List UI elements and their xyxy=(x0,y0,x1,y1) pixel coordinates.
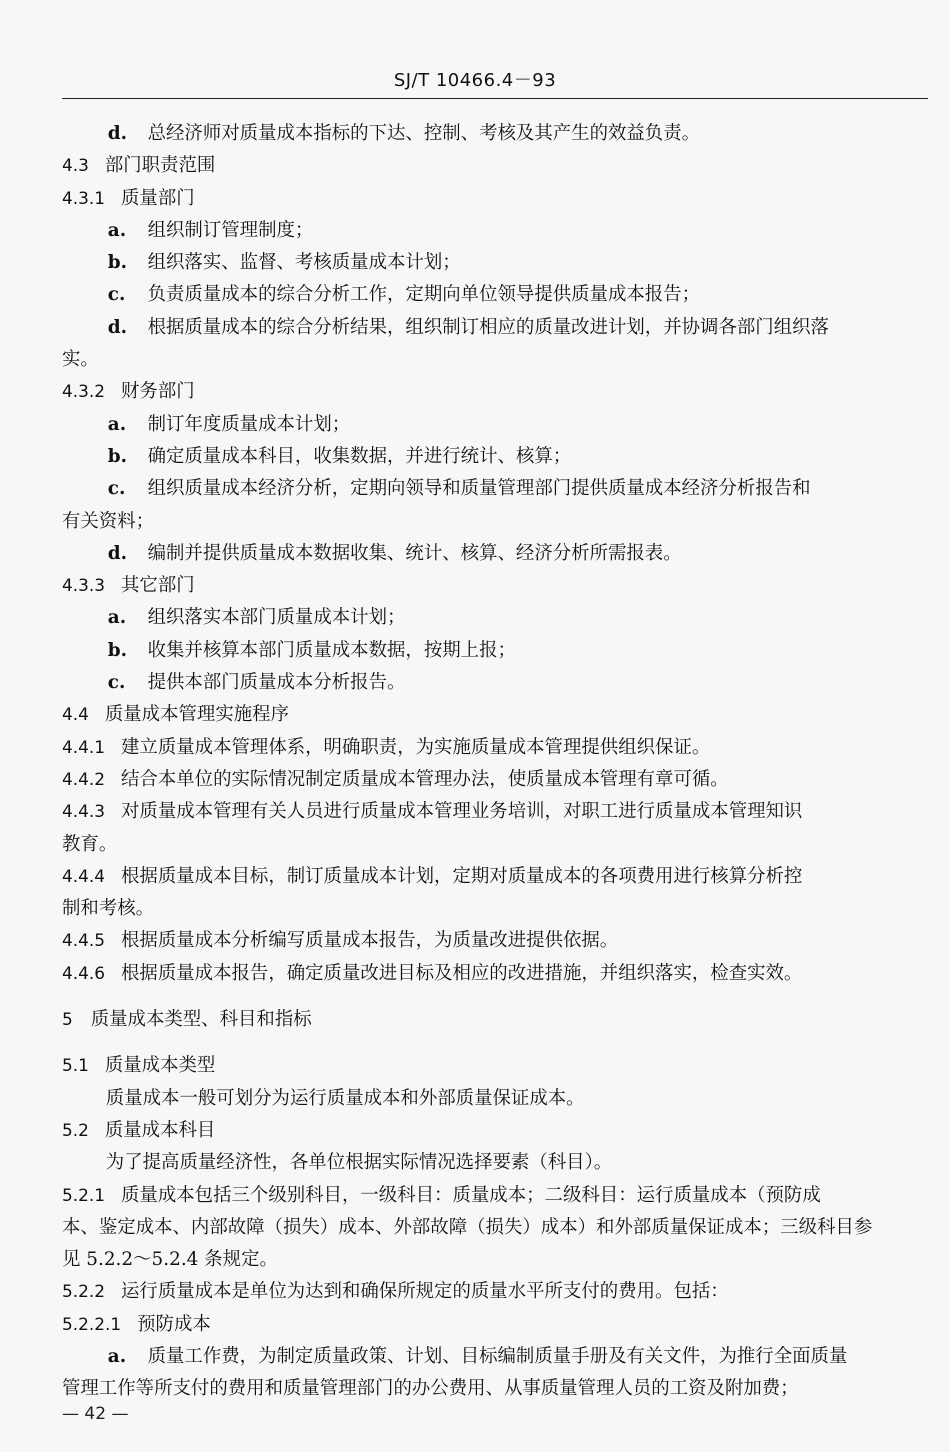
line-text: 质量成本类型、科目和指标 xyxy=(90,1009,312,1031)
list-item-label: a. xyxy=(107,219,127,241)
list-item xyxy=(62,602,928,634)
section-number: 5 xyxy=(62,1010,73,1031)
clause-heading xyxy=(62,861,928,893)
line-text: 质量部门 xyxy=(120,187,195,209)
list-item xyxy=(62,538,928,570)
list-item-label: d. xyxy=(107,542,128,564)
paragraph-gap xyxy=(62,1036,932,1050)
line-text: 教育。 xyxy=(62,833,118,855)
header-rule xyxy=(62,98,928,99)
list-item xyxy=(62,667,928,699)
line-text: 质量成本类型 xyxy=(104,1055,216,1077)
clause-number: 5.2 xyxy=(62,1120,89,1141)
list-item xyxy=(62,441,928,473)
list-item-label: c. xyxy=(107,478,126,500)
clause-heading xyxy=(62,925,928,957)
clause-heading xyxy=(62,699,928,731)
clause-heading xyxy=(62,1276,928,1308)
continuation-line xyxy=(62,1244,928,1276)
clause-heading xyxy=(62,764,928,796)
line-text: 制订年度质量成本计划； xyxy=(147,413,351,435)
clause-number: 5.2.1 xyxy=(62,1185,106,1206)
continuation-line xyxy=(62,1212,928,1244)
line-text: 确定质量成本科目，收集数据，并进行统计、核算； xyxy=(147,445,572,467)
line-text: 有关资料； xyxy=(62,510,155,532)
line-text: 质量成本科目 xyxy=(104,1119,216,1141)
line-text: 组织制订管理制度； xyxy=(147,219,314,241)
line-text: 组织落实、监督、考核质量成本计划； xyxy=(147,252,461,274)
paragraph-line xyxy=(62,1083,928,1115)
clause-number: 4.4.5 xyxy=(62,931,106,952)
list-item xyxy=(62,215,928,247)
document-body xyxy=(62,118,932,1406)
continuation-line xyxy=(62,344,928,376)
list-item xyxy=(62,409,928,441)
line-text: 为了提高质量经济性，各单位根据实际情况选择要素（科目）。 xyxy=(105,1152,613,1174)
line-text: 部门职责范围 xyxy=(104,155,216,177)
clause-heading xyxy=(62,1180,928,1212)
list-item xyxy=(62,473,928,505)
line-text: 运行质量成本是单位为达到和确保所规定的质量水平所支付的费用。包括： xyxy=(120,1281,729,1303)
clause-heading xyxy=(62,1115,928,1147)
clause-number: 4.3 xyxy=(62,156,89,177)
line-text: 对质量成本管理有关人员进行质量成本管理业务培训，对职工进行质量成本管理知识 xyxy=(120,801,803,823)
list-item-label: a. xyxy=(107,607,127,629)
line-text: 质量工作费，为制定质量政策、计划、目标编制质量手册及有关文件，为推行全面质量 xyxy=(147,1345,848,1367)
clause-heading xyxy=(62,183,928,215)
clause-number: 4.4.3 xyxy=(62,802,106,823)
clause-number: 5.2.2 xyxy=(62,1282,106,1303)
clause-heading xyxy=(62,796,928,828)
list-item-label: b. xyxy=(107,252,128,274)
line-text: 实。 xyxy=(62,349,99,371)
list-item xyxy=(62,312,928,344)
list-item-label: b. xyxy=(107,639,128,661)
list-item xyxy=(62,247,928,279)
clause-number: 4.3.1 xyxy=(62,188,106,209)
clause-heading xyxy=(62,570,928,602)
line-text: 根据质量成本目标，制订质量成本计划，定期对质量成本的各项费用进行核算分析控 xyxy=(120,865,803,887)
clause-number: 4.4 xyxy=(62,705,89,726)
list-item xyxy=(62,1341,928,1373)
line-text: 总经济师对质量成本指标的下达、控制、考核及其产生的效益负责。 xyxy=(147,123,701,144)
clause-heading xyxy=(62,150,928,182)
clause-number: 4.3.2 xyxy=(62,382,106,403)
clause-heading xyxy=(62,732,928,764)
section-heading xyxy=(62,1004,928,1036)
line-text: 根据质量成本的综合分析结果，组织制订相应的质量改进计划，并协调各部门组织落 xyxy=(147,316,829,338)
line-text: 组织质量成本经济分析，定期向领导和质量管理部门提供质量成本经济分析报告和 xyxy=(147,478,811,500)
paragraph-gap xyxy=(62,990,932,1004)
clause-heading xyxy=(62,1050,928,1082)
clause-number: 4.3.3 xyxy=(62,576,106,597)
clause-number: 5.2.2.1 xyxy=(62,1314,122,1335)
clause-number: 5.1 xyxy=(62,1056,89,1077)
continuation-line xyxy=(62,893,928,925)
list-item-label: d. xyxy=(107,123,128,144)
line-text: 质量成本包括三个级别科目，一级科目：质量成本；二级科目：运行质量成本（预防成 xyxy=(120,1184,821,1206)
clause-number: 4.4.1 xyxy=(62,737,106,758)
line-text: 见 5.2.2～5.2.4 条规定。 xyxy=(62,1249,278,1271)
list-item-label: c. xyxy=(107,284,126,306)
continuation-line xyxy=(62,506,928,538)
line-text: 根据质量成本报告，确定质量改进目标及相应的改进措施，并组织落实，检查实效。 xyxy=(120,962,803,984)
line-text: 财务部门 xyxy=(120,381,195,403)
clause-heading xyxy=(62,958,928,990)
line-text: 编制并提供质量成本数据收集、统计、核算、经济分析所需报表。 xyxy=(147,542,682,564)
line-text: 管理工作等所支付的费用和质量管理部门的办公费用、从事质量管理人员的工资及附加费； xyxy=(62,1378,799,1400)
list-item xyxy=(62,635,928,667)
clause-heading xyxy=(62,376,928,408)
line-text: 负责质量成本的综合分析工作，定期向单位领导提供质量成本报告； xyxy=(147,284,701,306)
list-item-label: d. xyxy=(107,316,128,338)
clause-heading xyxy=(62,1309,928,1341)
line-text: 质量成本管理实施程序 xyxy=(104,704,290,726)
line-text: 预防成本 xyxy=(137,1313,211,1335)
line-text: 提供本部门质量成本分析报告。 xyxy=(147,672,406,694)
continuation-line xyxy=(62,829,928,861)
page-number: — 42 — xyxy=(62,1404,129,1424)
line-text: 本、鉴定成本、内部故障（损失）成本、外部故障（损失）成本）和外部质量保证成本；三级科目参 xyxy=(62,1216,873,1238)
line-text: 制和考核。 xyxy=(62,898,155,920)
list-item-label: a. xyxy=(107,1345,127,1367)
list-item xyxy=(62,279,928,311)
list-item-label: c. xyxy=(107,672,126,694)
list-item-label: a. xyxy=(107,413,127,435)
list-item xyxy=(62,118,928,150)
line-text: 组织落实本部门质量成本计划； xyxy=(147,607,406,629)
line-text: 建立质量成本管理体系，明确职责，为实施质量成本管理提供组织保证。 xyxy=(120,736,711,758)
line-text: 质量成本一般可划分为运行质量成本和外部质量保证成本。 xyxy=(105,1087,585,1109)
paragraph-line xyxy=(62,1147,928,1179)
line-text: 收集并核算本部门质量成本数据，按期上报； xyxy=(147,639,516,661)
line-text: 其它部门 xyxy=(120,575,195,597)
continuation-line xyxy=(62,1373,928,1405)
document-code-header: SJ/T 10466.4－93 xyxy=(393,70,557,91)
clause-number: 4.4.4 xyxy=(62,866,106,887)
list-item-label: b. xyxy=(107,445,128,467)
line-text: 根据质量成本分析编写质量成本报告，为质量改进提供依据。 xyxy=(120,930,619,952)
clause-number: 4.4.6 xyxy=(62,963,106,984)
line-text: 结合本单位的实际情况制定质量成本管理办法，使质量成本管理有章可循。 xyxy=(120,768,729,790)
clause-number: 4.4.2 xyxy=(62,769,106,790)
